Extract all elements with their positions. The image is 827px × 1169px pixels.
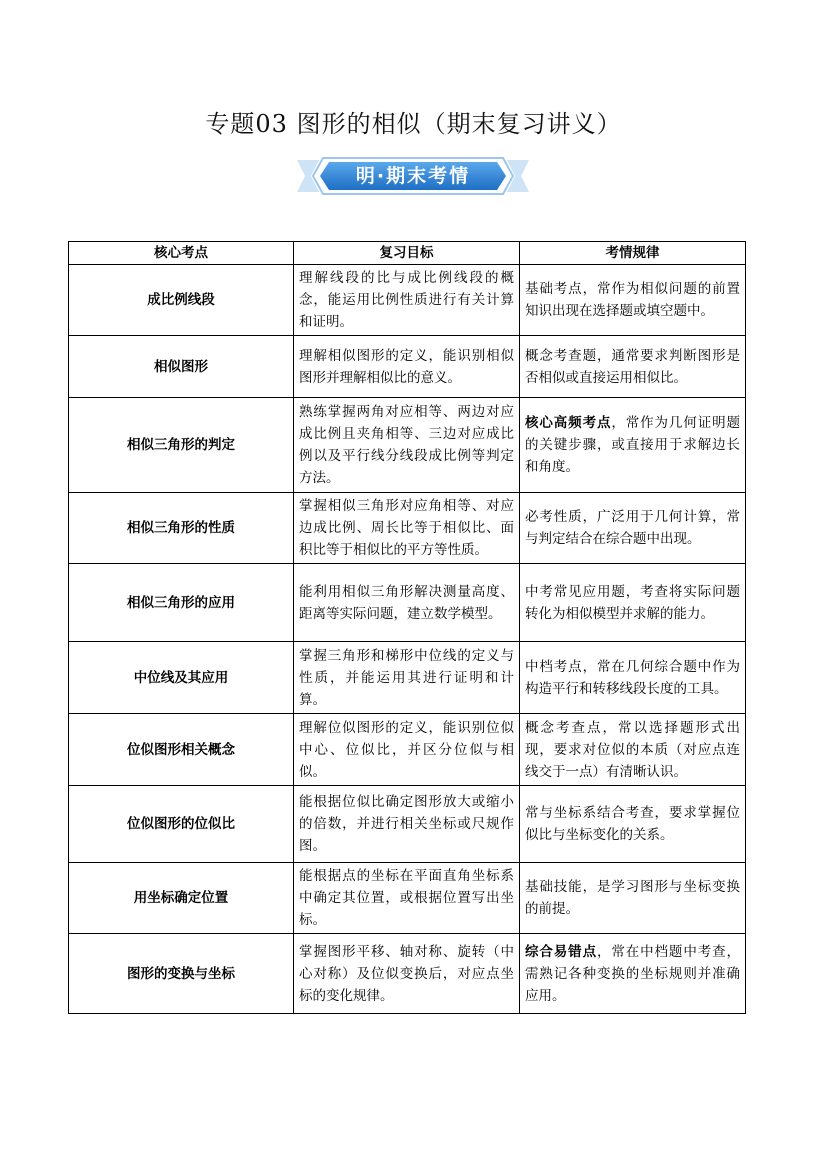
section-banner <box>297 156 529 196</box>
topic-cell: 相似三角形的应用 <box>69 564 294 642</box>
exam-summary-table <box>68 241 746 1014</box>
pattern-cell <box>520 336 746 398</box>
pattern-text: 概念考查点，常以选择题形式出现，要求对位似的本质（对应点连线交于一点）有清晰认识。 <box>525 719 740 780</box>
topic-cell: 用坐标确定位置 <box>69 863 294 934</box>
pattern-text: ，常在中档题中考查，需熟记各种变换的坐标规则并准确应用。 <box>525 943 741 1004</box>
pattern-cell <box>520 493 746 564</box>
goal-cell: 能根据点的坐标在平面直角坐标系中确定其位置，或根据位置写出坐标。 <box>294 863 520 934</box>
pattern-text: 中考常见应用题，考查将实际问题转化为相似模型并求解的能力。 <box>525 583 740 622</box>
topic-cell: 图形的变换与坐标 <box>69 934 294 1014</box>
pattern-cell <box>520 265 746 336</box>
goal-cell: 理解位似图形的定义，能识别位似中心、位似比，并区分位似与相似。 <box>294 714 520 786</box>
pattern-text: 必考性质，广泛用于几何计算，常与判定结合在综合题中出现。 <box>525 509 740 547</box>
table-row <box>69 493 746 564</box>
pattern-cell <box>520 934 746 1014</box>
header-review-goal: 复习目标 <box>294 242 520 265</box>
header-core-topic: 核心考点 <box>69 242 294 265</box>
topic-cell: 相似三角形的判定 <box>69 398 294 493</box>
goal-cell: 能根据位似比确定图形放大或缩小的倍数，并进行相关坐标或尺规作图。 <box>294 786 520 863</box>
goal-cell: 掌握相似三角形对应角相等、对应边成比例、周长比等于相似比、面积比等于相似比的平方等性质。 <box>294 493 520 564</box>
pattern-cell <box>520 398 746 493</box>
table-row <box>69 336 746 398</box>
pattern-text: 基础技能，是学习图形与坐标变换的前提。 <box>525 879 740 917</box>
topic-cell: 成比例线段 <box>69 265 294 336</box>
pattern-emphasis: 综合易错点 <box>525 943 597 960</box>
pattern-text: 概念考查题，通常要求判断图形是否相似或直接运用相似比。 <box>525 347 740 386</box>
table-row <box>69 265 746 336</box>
pattern-cell <box>520 786 746 863</box>
pattern-cell <box>520 714 746 786</box>
goal-cell: 能利用相似三角形解决测量高度、距离等实际问题，建立数学模型。 <box>294 564 520 642</box>
pattern-cell <box>520 564 746 642</box>
table-row <box>69 786 746 863</box>
goal-cell: 掌握三角形和梯形中位线的定义与性质，并能运用其进行证明和计算。 <box>294 642 520 714</box>
page-title: 专题03 图形的相似（期末复习讲义） <box>205 110 622 138</box>
goal-cell: 理解相似图形的定义，能识别相似图形并理解相似比的意义。 <box>294 336 520 398</box>
goal-cell: 熟练掌握两角对应相等、两边对应成比例且夹角相等、三边对应成比例以及平行线分线段成比例等判定方法。 <box>294 398 520 493</box>
table-row <box>69 642 746 714</box>
pattern-text: 中档考点，常在几何综合题中作为构造平行和转移线段长度的工具。 <box>525 658 740 697</box>
pattern-text: 常与坐标系结合考查，要求掌握位似比与坐标变化的关系。 <box>525 805 740 843</box>
pattern-cell <box>520 863 746 934</box>
topic-cell: 中位线及其应用 <box>69 642 294 714</box>
pattern-text: ，常作为几何证明题的关键步骤，或直接用于求解边长和角度。 <box>525 415 741 475</box>
topic-cell: 位似图形的位似比 <box>69 786 294 863</box>
topic-cell: 位似图形相关概念 <box>69 714 294 786</box>
table-row <box>69 863 746 934</box>
topic-cell: 相似三角形的性质 <box>69 493 294 564</box>
header-exam-pattern: 考情规律 <box>520 242 746 265</box>
pattern-text: 基础考点，常作为相似问题的前置知识出现在选择题或填空题中。 <box>525 281 740 319</box>
topic-cell: 相似图形 <box>69 336 294 398</box>
goal-cell: 掌握图形平移、轴对称、旋转（中心对称）及位似变换后，对应点坐标的变化规律。 <box>294 934 520 1014</box>
table-row <box>69 564 746 642</box>
table-row <box>69 714 746 786</box>
goal-cell: 理解线段的比与成比例线段的概念，能运用比例性质进行有关计算和证明。 <box>294 265 520 336</box>
banner-label: 明·期末考情 <box>355 165 471 187</box>
table-row <box>69 398 746 493</box>
pattern-cell <box>520 642 746 714</box>
table-header-row <box>69 242 746 265</box>
table-row <box>69 934 746 1014</box>
pattern-emphasis: 核心高频考点 <box>525 415 612 431</box>
